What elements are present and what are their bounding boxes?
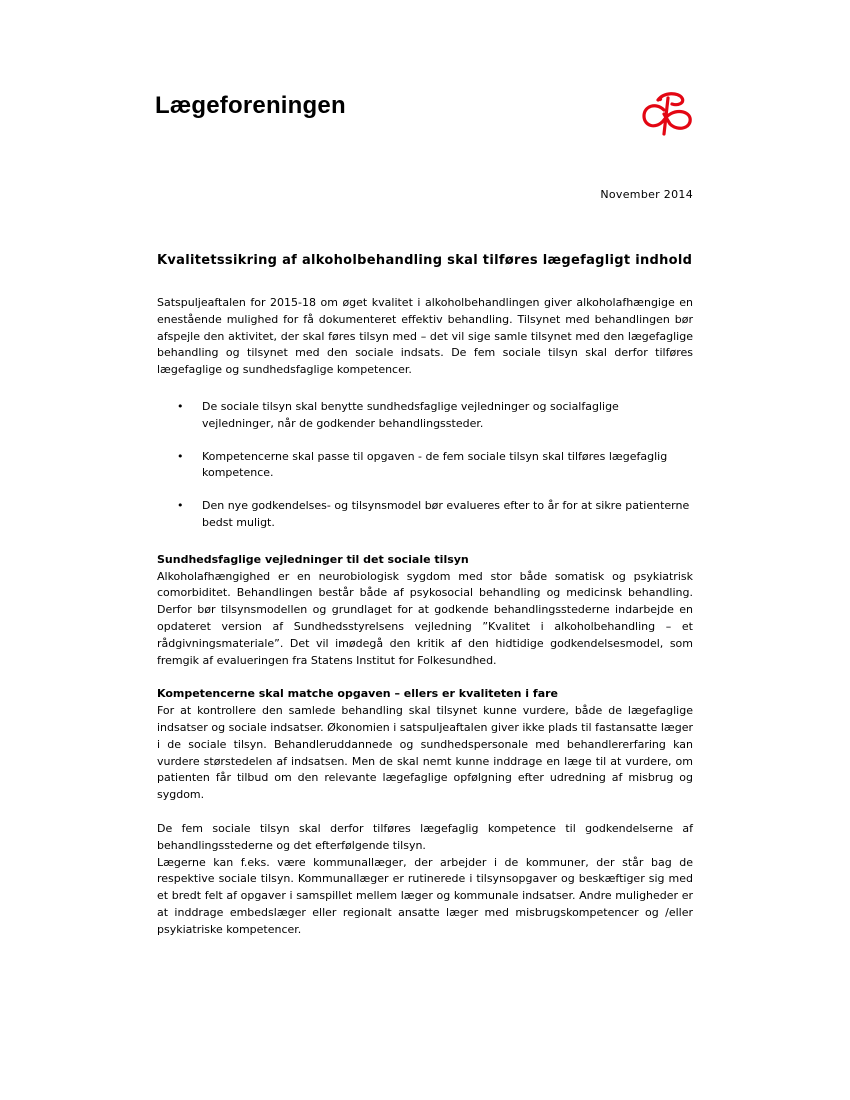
section-paragraph: De fem sociale tilsyn skal derfor tilføres lægefaglig kompetence til godkendelserne af behandlingsstederne og det efterfølgende tilsyn. xyxy=(157,821,693,852)
snake-staff-logo-icon xyxy=(638,88,696,136)
bullet-icon: • xyxy=(177,399,184,413)
list-item xyxy=(157,399,693,433)
section-paragraph: Lægerne kan f.eks. være kommunallæger, der arbejder i de kommuner, der står bag de respektive sociale tilsyn. Kommunallæger er rutinerede i tilsynsopgaver og beskæftiger sig med et bredt felt af opgaver i samspillet mellem læger og kommunale indsatser. Andre muligheder er at inddrage embedslæger eller regionalt ansatte læger med misbrugskompetencer og /eller psykiatriske kompetencer. xyxy=(157,855,693,936)
key-points-list xyxy=(157,399,693,532)
section-heading: Kompetencerne skal matche opgaven – ellers er kvaliteten i fare xyxy=(157,687,559,701)
bullet-icon: • xyxy=(177,449,184,463)
list-item xyxy=(157,449,693,483)
list-item-text: Den nye godkendelses- og tilsynsmodel bør evalueres efter to år for at sikre patienterne bedst muligt. xyxy=(202,499,690,529)
list-item-text: De sociale tilsyn skal benytte sundhedsfaglige vejledninger og socialfaglige vejledninger, når de godkender behandlingssteder. xyxy=(202,399,619,430)
section-heading: Sundhedsfaglige vejledninger til det sociale tilsyn xyxy=(157,552,469,566)
document-body xyxy=(157,252,693,939)
list-item-text: Kompetencerne skal passe til opgaven - de fem sociale tilsyn skal tilføres lægefaglig kompetence. xyxy=(202,449,668,480)
bullet-icon: • xyxy=(177,499,184,513)
section-paragraph: Alkoholafhængighed er en neurobiologisk sygdom med stor både somatisk og psykiatrisk comorbiditet. Behandlingen består både af psykosocial behandling og medicinsk behandling. Derfor bør tilsynsmodellen og grundlaget for at godkende behandlingsstederne indarbejde en opdateret version af Sundhedsstyrelsens vejledning ”Kvalitet i alkoholbehandling – et rådgivningsmateriale”. Det vil imødegå den kritik af den hidtidige godkendelsesmodel, som fremgik af evalueringen fra Statens Institut for Folkesundhed. xyxy=(157,569,693,667)
section-paragraph: For at kontrollere den samlede behandling skal tilsynet kunne vurdere, både de lægefaglige indsatser og sociale indsatser. Økonomien i satspuljeaftalen giver ikke plads til fastansatte læger i de sociale tilsyn. Behandleruddannede og sundhedspersonale med behandlererfaring kan vurdere størstedelen af indsatsen. Men de skal nemt kunne inddrage en læge til at vurdere, om patienten får tilbud om den relevante lægefaglige opfølgning efter udredning af misbrug og sygdom. xyxy=(157,704,693,802)
document-title: Kvalitetssikring af alkoholbehandling skal tilføres lægefagligt indhold xyxy=(157,253,693,268)
intro-paragraph: Satspuljeaftalen for 2015-18 om øget kvalitet i alkoholbehandlingen giver alkoholafhængige en enestående mulighed for få dokumenteret effektiv behandling. Tilsynet med behandlingen bør afspejle den aktivitet, der skal føres tilsyn med – det vil sige samle tilsynet med den lægefaglige behandling og tilsynet med den sociale indsats. De fem sociale tilsyn skal derfor tilføres lægefaglige og sundhedsfaglige kompetencer. xyxy=(157,296,693,377)
list-item xyxy=(157,498,693,532)
document-date: November 2014 xyxy=(600,188,693,201)
organization-name: Lægeforeningen xyxy=(155,92,346,119)
